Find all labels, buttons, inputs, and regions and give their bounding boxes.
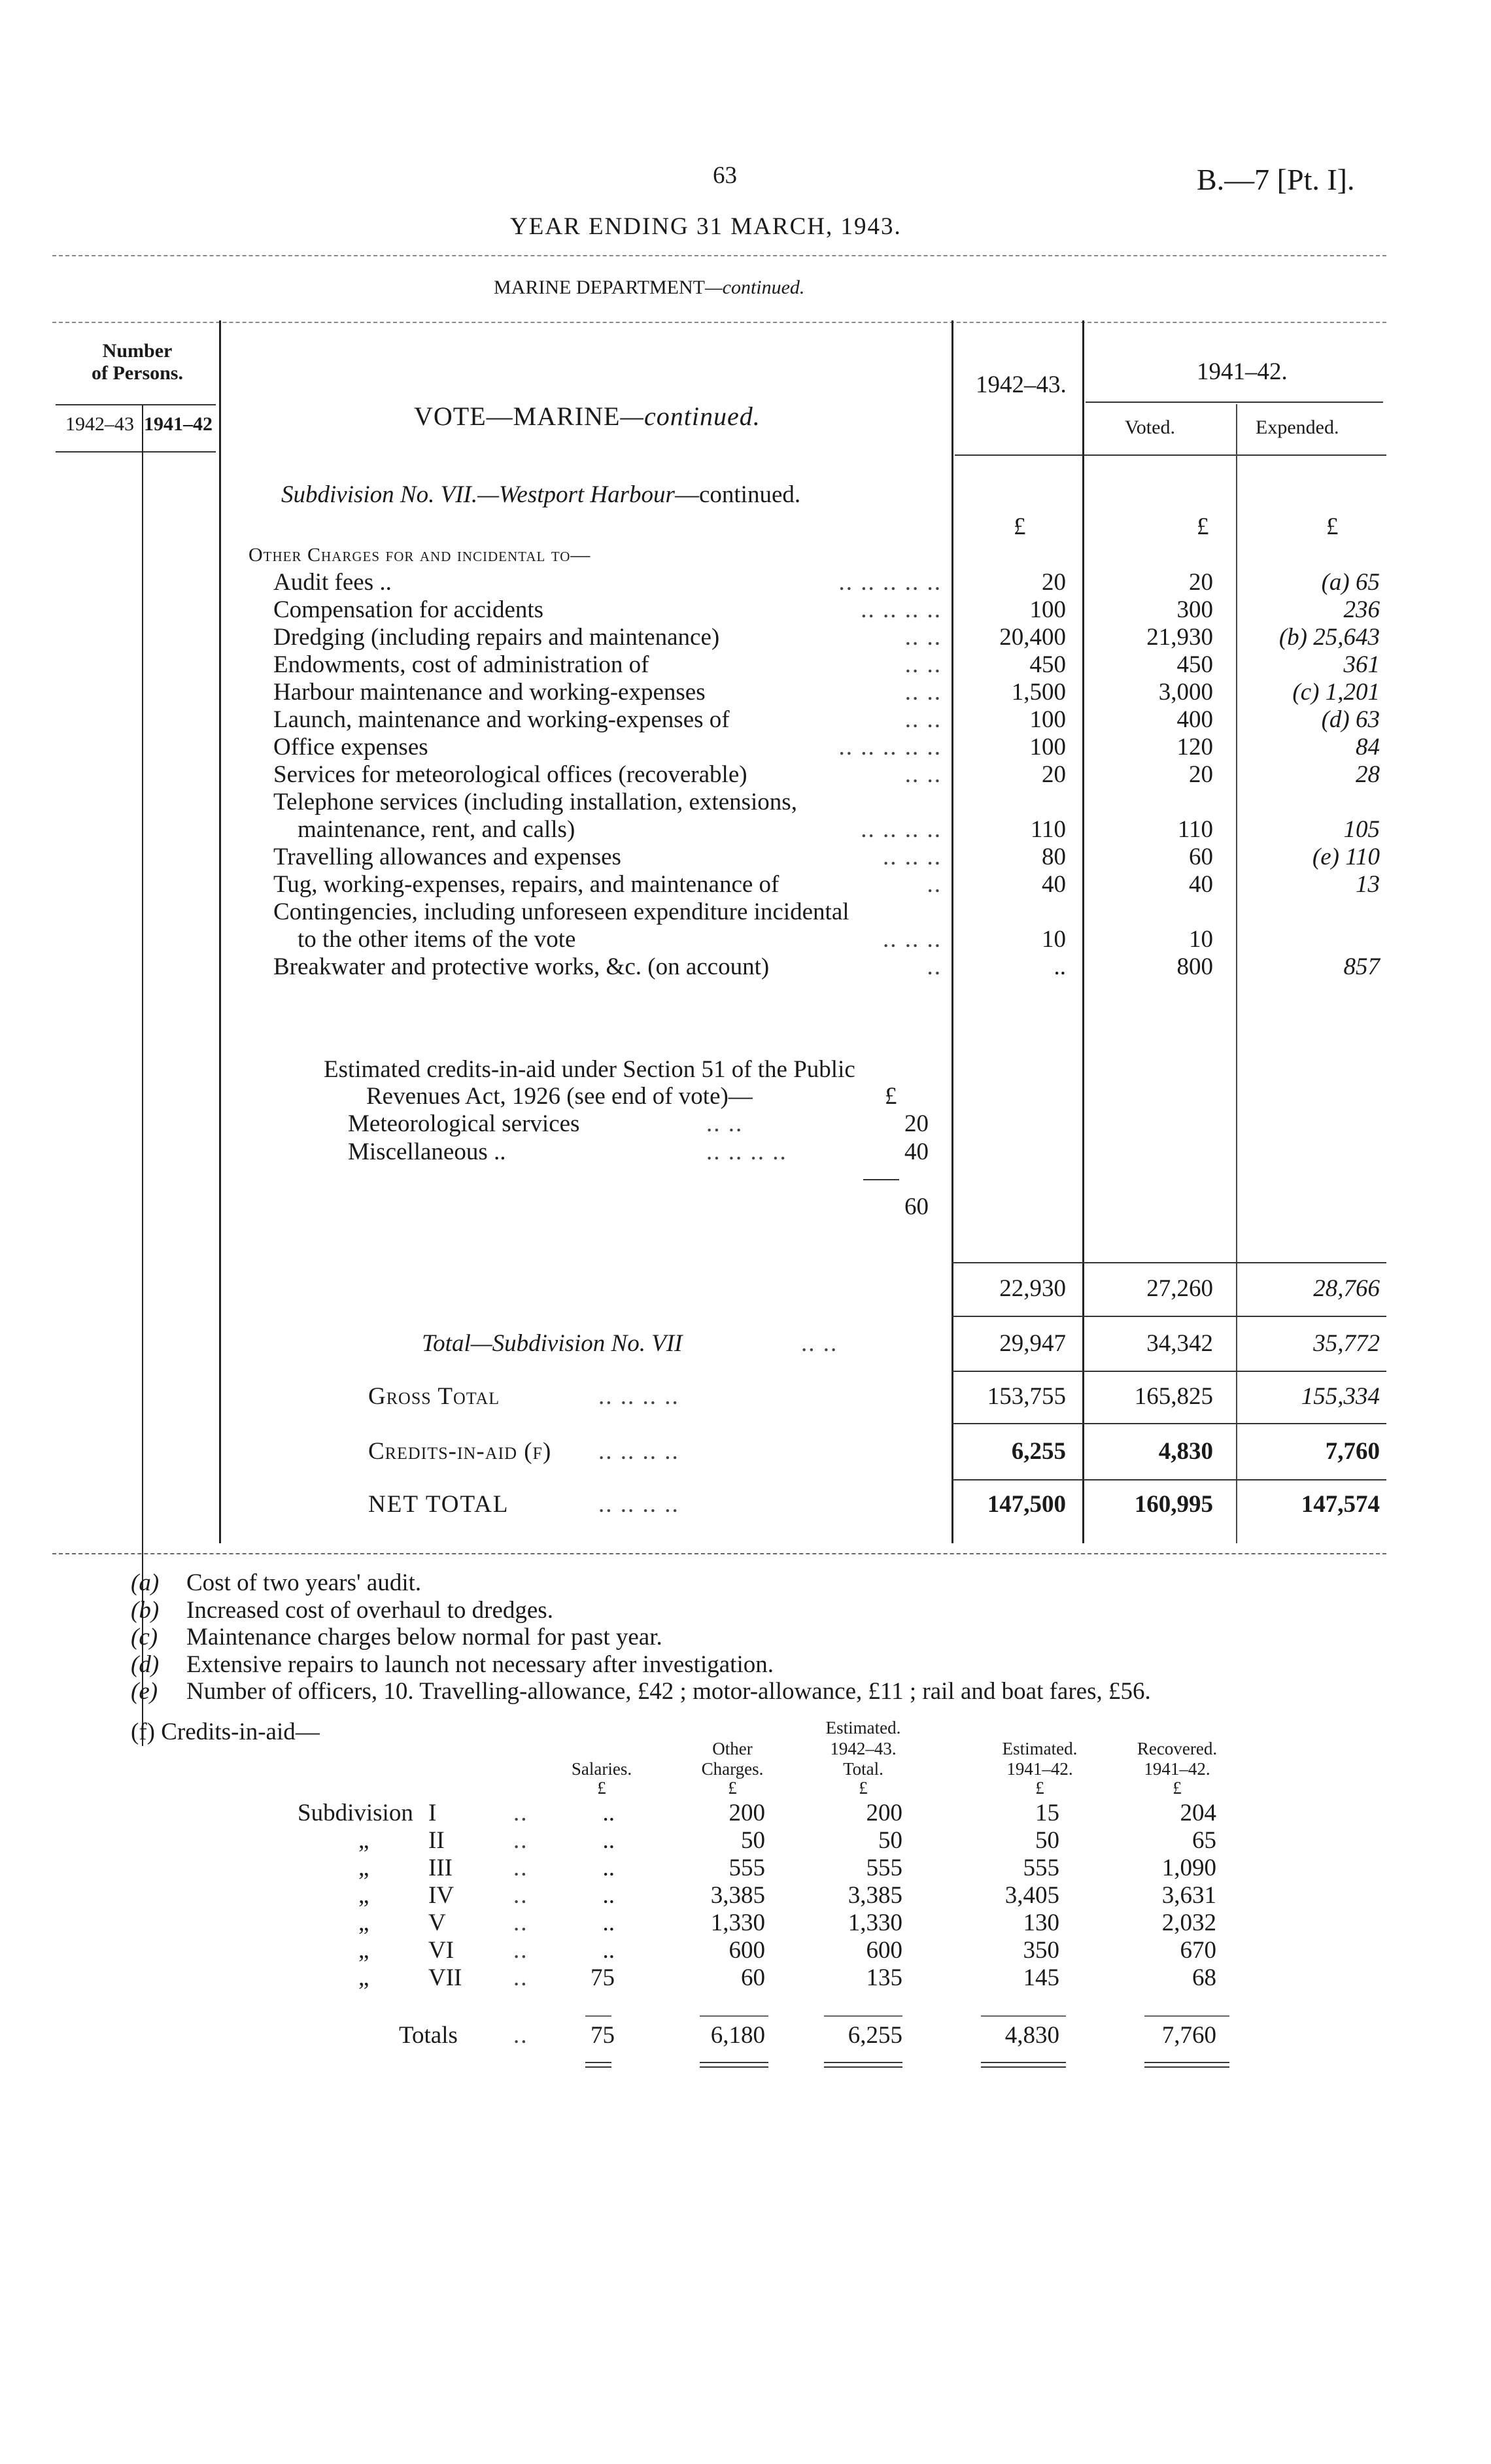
ct-header-other-1: Other: [712, 1739, 753, 1758]
ct-row-salaries: ..: [602, 1827, 615, 1854]
department-continued: —continued.: [704, 277, 805, 298]
ct-row-salaries: ..: [602, 1800, 615, 1826]
ct-row-dots: ..: [513, 1964, 528, 1991]
ct-row-number: VII: [428, 1964, 462, 1991]
ct-rule-other: [700, 2015, 768, 2017]
ct-row-dots: ..: [513, 1827, 528, 1854]
persons-header: [52, 340, 222, 385]
other-charges-heading: Other Charges for and incidental to—: [248, 544, 591, 566]
gross-total-label: Gross Total: [368, 1383, 500, 1410]
item-label: Office expenses: [273, 734, 428, 761]
item-label-cont: to the other items of the vote: [298, 926, 576, 953]
item-voted-1941: 300: [1176, 596, 1213, 623]
credits-block-row-dots: .. .. .. ..: [706, 1138, 787, 1165]
ct-row-other: 50: [741, 1827, 765, 1854]
credits-in-aid-label: Credits-in-aid (f): [368, 1438, 552, 1465]
item-voted-1941: 60: [1189, 844, 1213, 870]
item-label: Audit fees ..: [273, 569, 392, 596]
subtotal-voted: 27,260: [1146, 1275, 1213, 1302]
gross-total-voted: 165,825: [1134, 1383, 1213, 1410]
series-reference: B.—7 [Pt. I].: [1197, 163, 1355, 196]
ct-dbl-total: [824, 2062, 902, 2068]
item-expended-1941: (e) 110: [1312, 844, 1380, 870]
item-voted-1941: 21,930: [1146, 624, 1213, 651]
item-label-cont: maintenance, rent, and calls): [298, 816, 575, 843]
item-dots: ..: [927, 871, 942, 898]
persons-label-line2: of Persons.: [92, 362, 183, 384]
col-1941-rule: [1086, 402, 1383, 403]
net-total-voted: 160,995: [1134, 1491, 1213, 1518]
subtotal-top-rule: [951, 1262, 1386, 1263]
credits-block-line2: Revenues Act, 1926 (see end of vote)—: [366, 1083, 753, 1110]
item-label: Endowments, cost of administration of: [273, 651, 649, 678]
item-label: Harbour maintenance and working-expenses: [273, 679, 706, 706]
item-voted-1941: 20: [1189, 569, 1213, 596]
footnote-text: Cost of two years' audit.: [186, 1569, 422, 1596]
subdivision-total-voted: 34,342: [1146, 1330, 1213, 1357]
ct-row-other: 200: [728, 1800, 765, 1826]
col-voted-right-rule: [1236, 404, 1237, 1543]
item-estimate-1942: 20: [1042, 761, 1066, 788]
table-top-rule: [52, 322, 1386, 323]
credits-block-row-dots: .. ..: [706, 1110, 744, 1137]
ct-header-other-2: Charges.: [701, 1759, 764, 1779]
item-label: Compensation for accidents: [273, 596, 544, 623]
vote-title: [414, 402, 761, 431]
item-estimate-1942: 80: [1042, 844, 1066, 870]
ct-header-estimated-3: Total.: [843, 1759, 883, 1779]
persons-year-1942: 1942–43: [65, 413, 134, 435]
ct-currency-rec: £: [1173, 1778, 1182, 1798]
department-name: MARINE DEPARTMENT: [494, 277, 705, 298]
item-expended-1941: (d) 63: [1321, 706, 1380, 733]
ct-dbl-other: [700, 2062, 768, 2068]
ct-row-label: Subdivision: [298, 1800, 413, 1826]
ct-dbl-salaries: [585, 2062, 611, 2068]
ct-dbl-rec: [1144, 2062, 1229, 2068]
subdivision-continued: —continued.: [674, 481, 801, 508]
item-dots: .. ..: [904, 679, 942, 706]
vote-name: VOTE—MARINE: [414, 402, 621, 431]
ct-row-total: 600: [866, 1937, 902, 1964]
ct-row-total: 200: [866, 1800, 902, 1826]
ct-row-est41: 15: [1035, 1800, 1059, 1826]
ct-row-other: 60: [741, 1964, 765, 1991]
ct-row-salaries: ..: [602, 1937, 615, 1964]
credits-block-row-value: 40: [904, 1138, 929, 1165]
item-estimate-1942: 20,400: [999, 624, 1066, 651]
ct-header-rec-1: Recovered.: [1137, 1739, 1218, 1758]
item-label: Contingencies, including unforeseen expenditure incidental: [273, 898, 849, 925]
ct-header-est41-1: Estimated.: [1002, 1739, 1078, 1758]
gross-total-rule: [951, 1423, 1386, 1424]
subdivision-total-label: Total—Subdivision No. VII: [422, 1330, 683, 1357]
ct-row-dots: ..: [513, 1937, 528, 1964]
footnote-text: Number of officers, 10. Travelling-allowance, £42 ; motor-allowance, £11 ; rail and boat fares, £56.: [186, 1678, 1151, 1705]
ct-row-dots: ..: [513, 1909, 528, 1936]
credits-table-title: (f) Credits-in-aid—: [131, 1719, 320, 1745]
header-bottom-rule: [955, 454, 1386, 456]
ct-row-dots: ..: [513, 1855, 528, 1881]
item-expended-1941: 84: [1356, 734, 1380, 761]
persons-bottom-rule: [56, 451, 216, 453]
footnote-key: (a): [131, 1569, 160, 1596]
ct-dbl-est41: [981, 2062, 1066, 2068]
subdivision-total-rule: [951, 1371, 1386, 1372]
ct-row-number: IV: [428, 1882, 454, 1909]
credits-block-rule: [863, 1179, 899, 1180]
ct-rule-salaries: [585, 2015, 611, 2017]
item-label: Travelling allowances and expenses: [273, 844, 621, 870]
ct-row-number: III: [428, 1855, 453, 1881]
ct-row-other: 1,330: [710, 1909, 765, 1936]
item-dots: .. .. .. ..: [861, 816, 942, 843]
ct-totals-other: 6,180: [710, 2022, 765, 2049]
ct-header-estimated-1: Estimated.: [825, 1718, 901, 1737]
ct-row-other: 600: [728, 1937, 765, 1964]
ct-row-salaries: ..: [602, 1909, 615, 1936]
subdivision-name: Subdivision No. VII.—Westport Harbour: [281, 481, 675, 508]
item-voted-1941: 40: [1189, 871, 1213, 898]
item-expended-1941: (a) 65: [1321, 569, 1380, 596]
ct-row-other: 3,385: [710, 1882, 765, 1909]
ct-row-other: 555: [728, 1855, 765, 1881]
credits-block-row-value: 20: [904, 1110, 929, 1137]
item-estimate-1942: 20: [1042, 569, 1066, 596]
ct-totals-label: Totals: [399, 2022, 458, 2049]
persons-year-1941: 1941–42: [144, 413, 213, 435]
footnote-text: Maintenance charges below normal for past year.: [186, 1624, 662, 1651]
item-voted-1941: 10: [1189, 926, 1213, 953]
ct-row-ditto: „: [358, 1964, 369, 1991]
item-dots: .. ..: [904, 651, 942, 678]
footnote-key: (d): [131, 1651, 160, 1678]
credits-in-aid-dots: .. .. .. ..: [598, 1438, 679, 1465]
ct-row-total: 1,330: [848, 1909, 902, 1936]
item-expended-1941: 105: [1343, 816, 1380, 843]
ct-row-ditto: „: [358, 1909, 369, 1936]
currency-voted: £: [1197, 513, 1209, 540]
ct-row-rec: 2,032: [1161, 1909, 1216, 1936]
item-estimate-1942: 450: [1029, 651, 1066, 678]
ct-totals-salaries: 75: [591, 2022, 615, 2049]
subdivision-total-est: 29,947: [999, 1330, 1066, 1357]
persons-left-rule: [142, 405, 143, 1746]
ct-totals-total: 6,255: [848, 2022, 902, 2049]
item-estimate-1942: 100: [1029, 596, 1066, 623]
credits-block-row-label: Meteorological services: [348, 1110, 580, 1137]
footnote-key: (c): [131, 1624, 158, 1651]
item-estimate-1942: 40: [1042, 871, 1066, 898]
footnote-text: Increased cost of overhaul to dredges.: [186, 1596, 553, 1624]
credits-in-aid-voted: 4,830: [1158, 1438, 1213, 1465]
ct-row-ditto: „: [358, 1882, 369, 1909]
item-estimate-1942: 110: [1030, 816, 1066, 843]
ct-totals-est41: 4,830: [1004, 2022, 1059, 2049]
ct-row-salaries: ..: [602, 1882, 615, 1909]
col-header-1941: 1941–42.: [1197, 358, 1288, 385]
ct-row-est41: 50: [1035, 1827, 1059, 1854]
gross-total-expended: 155,334: [1301, 1383, 1380, 1410]
currency-1942: £: [1014, 513, 1026, 540]
credits-in-aid-est: 6,255: [1011, 1438, 1066, 1465]
item-expended-1941: 857: [1343, 953, 1380, 980]
subtotal-bottom-rule: [951, 1316, 1386, 1317]
credits-block-total: 60: [904, 1193, 929, 1220]
item-voted-1941: 120: [1176, 734, 1213, 761]
header-rule: [52, 255, 1386, 256]
credits-block-currency: £: [885, 1083, 897, 1110]
item-dots: .. ..: [904, 761, 942, 788]
persons-right-rule: [219, 320, 221, 1543]
ct-row-est41: 145: [1023, 1964, 1059, 1991]
ct-header-estimated-2: 1942–43.: [830, 1739, 897, 1758]
item-expended-1941: 361: [1343, 651, 1380, 678]
item-dots: .. ..: [904, 706, 942, 733]
persons-label-line1: Number: [102, 340, 173, 362]
item-label: Launch, maintenance and working-expenses of: [273, 706, 730, 733]
ct-totals-dots: ..: [513, 2022, 528, 2049]
item-voted-1941: 3,000: [1158, 679, 1213, 706]
subtotal-est: 22,930: [999, 1275, 1066, 1302]
ct-row-total: 3,385: [848, 1882, 902, 1909]
ct-row-rec: 204: [1180, 1800, 1216, 1826]
ct-row-est41: 555: [1023, 1855, 1059, 1881]
currency-expended: £: [1326, 513, 1339, 540]
item-label: Dredging (including repairs and maintenance): [273, 624, 720, 651]
item-dots: .. .. .. ..: [861, 596, 942, 623]
ct-totals-rec: 7,760: [1161, 2022, 1216, 2049]
ct-row-rec: 68: [1192, 1964, 1216, 1991]
item-expended-1941: (b) 25,643: [1278, 624, 1380, 651]
footnote-key: (b): [131, 1596, 160, 1624]
subdivision-title: [281, 481, 800, 509]
item-estimate-1942: ..: [1054, 953, 1066, 980]
net-total-expended: 147,574: [1301, 1491, 1380, 1518]
ct-row-rec: 3,631: [1161, 1882, 1216, 1909]
col-header-voted: Voted.: [1125, 417, 1175, 438]
ct-row-est41: 130: [1023, 1909, 1059, 1936]
item-label: Telephone services (including installation, extensions,: [273, 789, 797, 815]
item-expended-1941: 236: [1343, 596, 1380, 623]
item-voted-1941: 110: [1177, 816, 1213, 843]
ct-row-salaries: ..: [602, 1855, 615, 1881]
item-estimate-1942: 1,500: [1011, 679, 1066, 706]
ct-header-rec-2: 1941–42.: [1144, 1759, 1210, 1779]
ct-row-rec: 670: [1180, 1937, 1216, 1964]
ct-row-number: I: [428, 1800, 437, 1826]
credits-block-row-label: Miscellaneous ..: [348, 1138, 506, 1165]
ct-row-total: 555: [866, 1855, 902, 1881]
ct-row-rec: 1,090: [1161, 1855, 1216, 1881]
credits-in-aid-expended: 7,760: [1325, 1438, 1380, 1465]
footnote-text: Extensive repairs to launch not necessary after investigation.: [186, 1651, 774, 1678]
item-dots: .. .. .. .. ..: [838, 734, 942, 761]
item-dots: .. .. ..: [883, 844, 942, 870]
item-voted-1941: 800: [1176, 953, 1213, 980]
vote-continued: —continued.: [620, 402, 761, 431]
item-voted-1941: 20: [1189, 761, 1213, 788]
ct-row-salaries: 75: [591, 1964, 615, 1991]
ct-row-dots: ..: [513, 1882, 528, 1909]
col-header-expended: Expended.: [1256, 417, 1339, 438]
item-expended-1941: (c) 1,201: [1292, 679, 1380, 706]
net-total-label: NET TOTAL: [368, 1491, 509, 1518]
net-total-est: 147,500: [987, 1491, 1066, 1518]
item-label: Services for meteorological offices (recoverable): [273, 761, 747, 788]
item-label: Tug, working-expenses, repairs, and maintenance of: [273, 871, 780, 898]
ct-row-total: 135: [866, 1964, 902, 1991]
ct-row-dots: ..: [513, 1800, 528, 1826]
ct-row-est41: 3,405: [1004, 1882, 1059, 1909]
credits-in-aid-rule: [951, 1479, 1386, 1480]
footnote-key: (e): [131, 1678, 158, 1705]
ct-row-ditto: „: [358, 1937, 369, 1964]
item-estimate-1942: 100: [1029, 734, 1066, 761]
table-bottom-rule: [52, 1553, 1386, 1554]
page-title: YEAR ENDING 31 MARCH, 1943.: [510, 213, 902, 240]
ct-currency-est41: £: [1035, 1778, 1044, 1798]
ct-header-est41-2: 1941–42.: [1006, 1759, 1073, 1779]
ct-row-ditto: „: [358, 1855, 369, 1881]
ct-row-est41: 350: [1023, 1937, 1059, 1964]
page-number: 63: [713, 162, 737, 189]
ct-row-number: V: [428, 1909, 446, 1936]
item-estimate-1942: 10: [1042, 926, 1066, 953]
item-voted-1941: 400: [1176, 706, 1213, 733]
ct-row-number: II: [428, 1827, 445, 1854]
ct-row-rec: 65: [1192, 1827, 1216, 1854]
item-dots: .. .. ..: [883, 926, 942, 953]
ct-header-salaries: Salaries.: [571, 1759, 632, 1779]
col-header-1942: 1942–43.: [976, 371, 1067, 398]
item-dots: .. ..: [904, 624, 942, 651]
ct-row-number: VI: [428, 1937, 454, 1964]
persons-rule: [56, 404, 216, 405]
gross-total-est: 153,755: [987, 1383, 1066, 1410]
ct-row-ditto: „: [358, 1827, 369, 1854]
item-estimate-1942: 100: [1029, 706, 1066, 733]
ct-rule-rec: [1144, 2015, 1229, 2017]
ct-currency-other: £: [728, 1778, 737, 1798]
net-total-dots: .. .. .. ..: [598, 1491, 679, 1518]
subtotal-expended: 28,766: [1313, 1275, 1380, 1302]
ct-row-total: 50: [878, 1827, 902, 1854]
item-label: Breakwater and protective works, &c. (on account): [273, 953, 770, 980]
ct-rule-est41: [981, 2015, 1066, 2017]
subdivision-total-expended: 35,772: [1313, 1330, 1380, 1357]
item-voted-1941: 450: [1176, 651, 1213, 678]
item-dots: .. .. .. .. ..: [838, 569, 942, 596]
item-expended-1941: 13: [1356, 871, 1380, 898]
ct-currency-salaries: £: [597, 1778, 606, 1798]
department-title: [494, 277, 804, 299]
credits-block-line1: Estimated credits-in-aid under Section 51 of the Public: [324, 1056, 855, 1083]
ct-rule-total: [824, 2015, 902, 2017]
item-expended-1941: 28: [1356, 761, 1380, 788]
ct-currency-total: £: [859, 1778, 868, 1798]
item-dots: ..: [927, 953, 942, 980]
subdivision-total-dots: .. ..: [801, 1330, 838, 1357]
gross-total-dots: .. .. .. ..: [598, 1383, 679, 1410]
